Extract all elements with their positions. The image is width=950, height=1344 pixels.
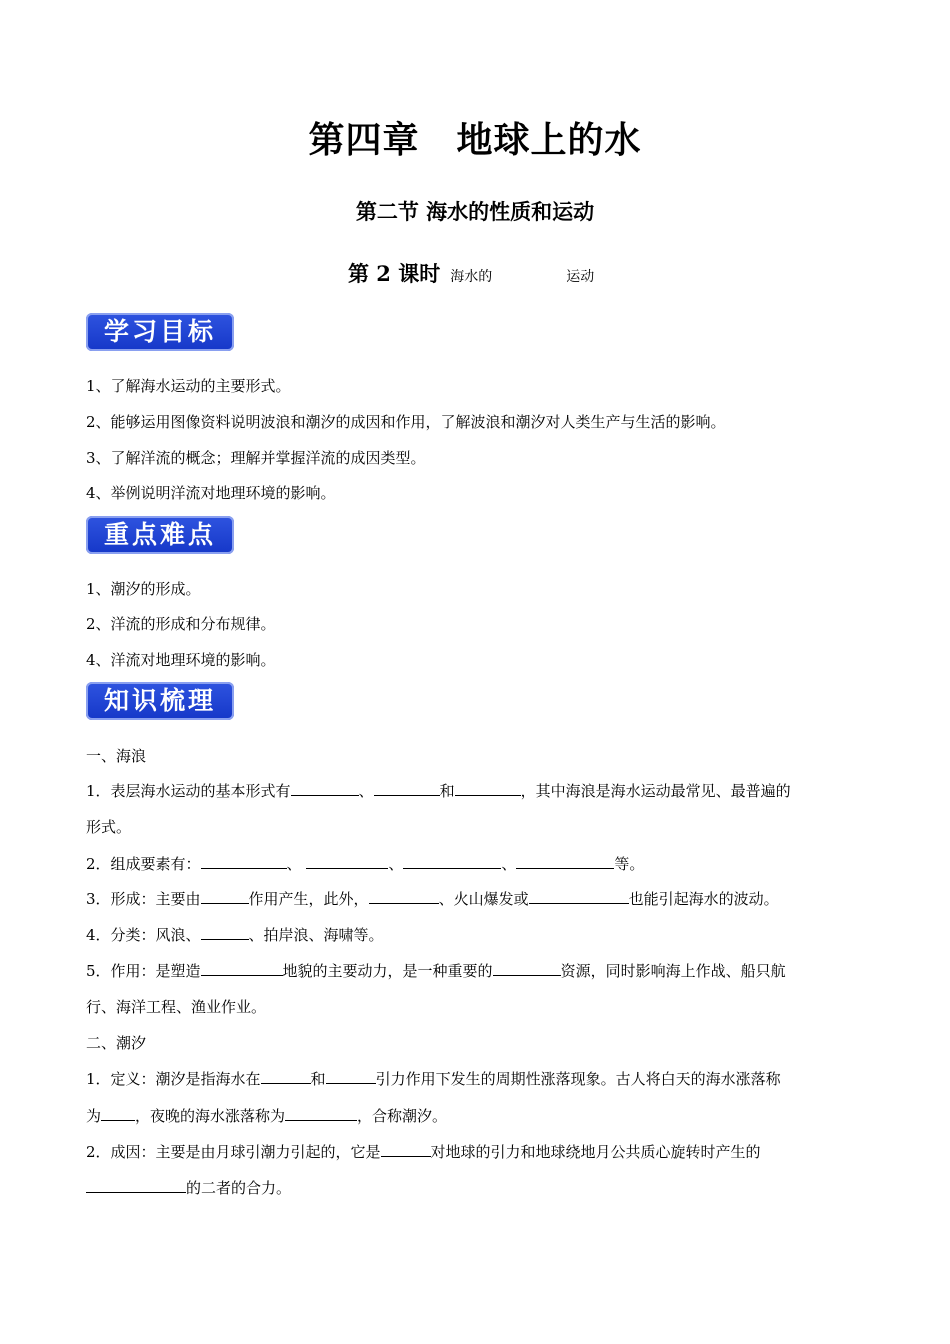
answer-blank[interactable] [529,887,629,904]
fill-item-5-cont: 行、海洋工程、渔业作业。 [86,998,267,1016]
answer-blank[interactable] [86,1176,186,1193]
answer-blank[interactable] [261,1067,311,1084]
answer-blank[interactable] [101,1104,135,1121]
answer-blank[interactable] [374,779,440,796]
answer-blank[interactable] [326,1067,376,1084]
fill-item-1-cont: 形式。 [86,818,132,836]
key-point-item: 4、洋流对地理环境的影响。 [86,651,276,669]
answer-blank[interactable] [493,959,561,976]
fill-item-tide-2: 2．成因：主要是由月球引潮力引起的，它是 对地球的引力和地球绕地月公共质心旋转时产生的 [86,1140,866,1163]
objectives-badge: 学习目标 [86,313,234,351]
fill-item-3: 3．形成：主要由 作用产生，此外， 、火山爆发或 也能引起海水的波动。 [86,887,866,910]
answer-blank[interactable] [516,852,614,869]
answer-blank[interactable] [455,779,521,796]
objective-item: 2、能够运用图像资料说明波浪和潮汐的成因和作用，了解波浪和潮汐对人类生产与生活的影响。 [86,413,726,431]
answer-blank[interactable] [201,923,249,940]
lesson-subtitle-part-1: 海水的 [450,269,493,285]
fill-item-4: 4．分类：风浪、 、拍岸浪、海啸等。 [86,923,866,946]
answer-blank[interactable] [201,887,249,904]
heading-waves: 一、海浪 [86,747,147,765]
knowledge-badge: 知识梳理 [86,682,234,720]
fill-item-tide-2-cont: 的二者的合力。 [86,1176,866,1199]
answer-blank[interactable] [291,779,359,796]
lesson-subtitle-part-2: 运动 [566,269,595,285]
key-point-item: 1、潮汐的形成。 [86,580,201,598]
answer-blank[interactable] [369,887,439,904]
lesson-label: 第 2 课时 [348,261,441,286]
answer-blank[interactable] [306,852,388,869]
objective-item: 3、了解洋流的概念；理解并掌握洋流的成因类型。 [86,449,426,467]
heading-tides: 二、潮汐 [86,1034,147,1052]
fill-item-2: 2．组成要素有： 、 、 、 等。 [86,852,866,875]
objective-item: 1、了解海水运动的主要形式。 [86,377,291,395]
lesson-title [348,258,594,288]
fill-item-5: 5．作用：是塑造 地貌的主要动力，是一种重要的 资源，同时影响海上作战、船只航 [86,959,866,982]
key-point-item: 2、洋流的形成和分布规律。 [86,615,276,633]
answer-blank[interactable] [201,852,287,869]
objective-item: 4、举例说明洋流对地理环境的影响。 [86,484,336,502]
fill-item-tide-1-cont: 为 ，夜晚的海水涨落称为 ，合称潮汐。 [86,1104,866,1127]
answer-blank[interactable] [285,1104,357,1121]
answer-blank[interactable] [381,1140,431,1157]
fill-item-tide-1: 1．定义：潮汐是指海水在 和 引力作用下发生的周期性涨落现象。古人将白天的海水涨落称 [86,1067,866,1090]
chapter-title: 第四章 地球上的水 [308,120,642,161]
section-title: 第二节 海水的性质和运动 [355,200,595,224]
key-points-badge: 重点难点 [86,516,234,554]
answer-blank[interactable] [403,852,501,869]
answer-blank[interactable] [201,959,283,976]
fill-item-1: 1．表层海水运动的基本形式有 、 和 ，其中海浪是海水运动最常见、最普遍的 [86,779,866,802]
